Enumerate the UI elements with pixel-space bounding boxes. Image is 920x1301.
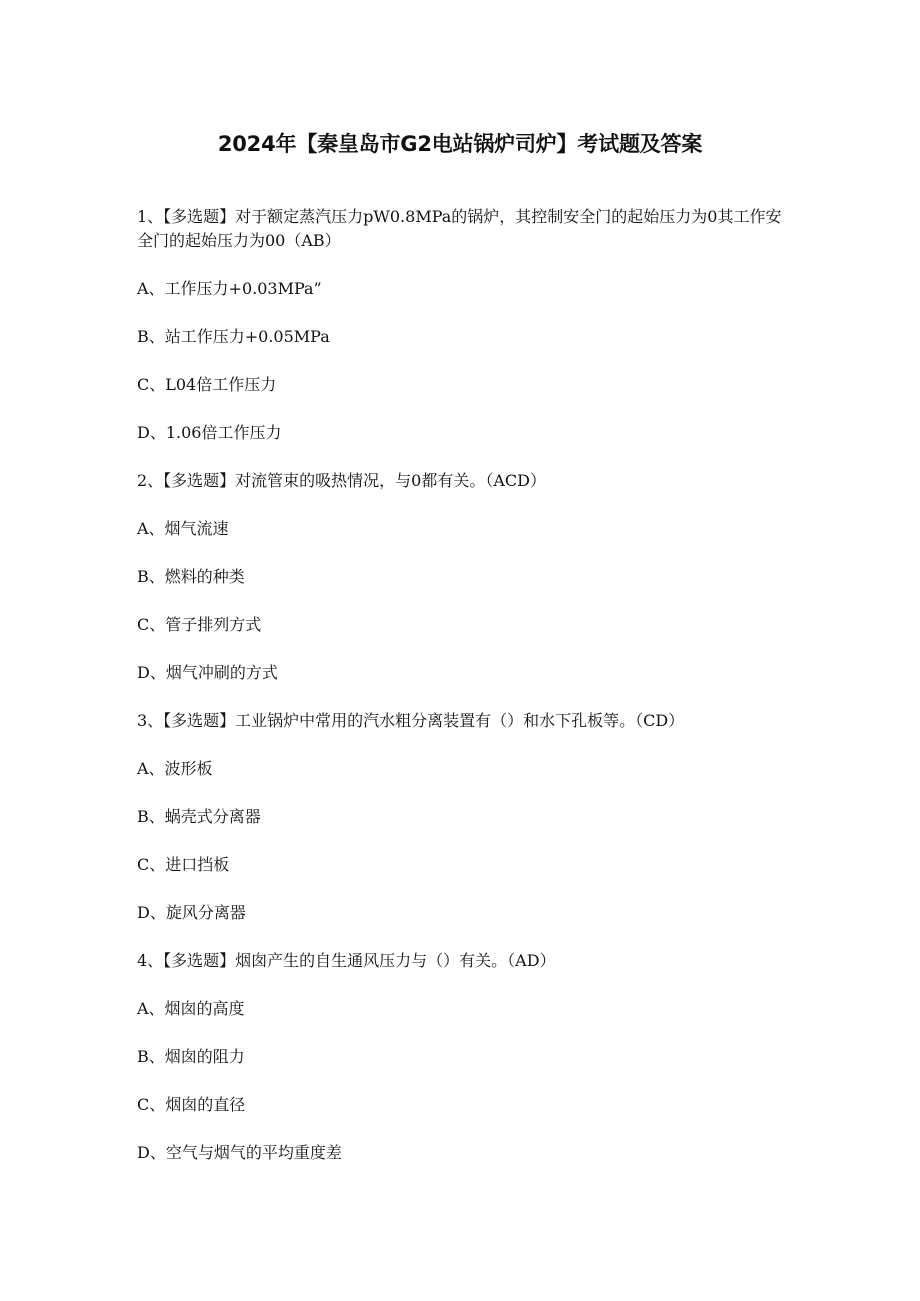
question-text: 4、【多选题】烟囱产生的自生通风压力与（）有关。（AD）: [137, 951, 556, 970]
option-b: B、蜗壳式分离器: [137, 807, 261, 826]
option-b: B、烟囱的阻力: [137, 1047, 245, 1066]
option-c: C、烟囱的直径: [137, 1095, 246, 1114]
question-1: [137, 205, 792, 445]
option-c: C、进口挡板: [137, 855, 230, 874]
question-3: [137, 709, 792, 925]
option-a: A、波形板: [137, 759, 213, 778]
option-d: D、空气与烟气的平均重度差: [137, 1143, 342, 1162]
option-a: A、烟囱的高度: [137, 999, 245, 1018]
document-title: 2024年【秦皇岛市G2电站锅炉司炉】考试题及答案: [217, 132, 703, 156]
option-d: D、烟气冲刷的方式: [137, 663, 278, 682]
option-d: D、1.06倍工作压力: [137, 423, 282, 442]
option-c: C、L04倍工作压力: [137, 375, 277, 394]
option-b: B、燃料的种类: [137, 567, 245, 586]
option-a: A、烟气流速: [137, 519, 229, 538]
option-c: C、管子排列方式: [137, 615, 262, 634]
option-a: A、工作压力+0.03MPa”: [137, 279, 322, 298]
question-text: 2、【多选题】对流管束的吸热情况，与0都有关。（ACD）: [137, 471, 546, 490]
question-text: 3、【多选题】工业锅炉中常用的汽水粗分离装置有（）和水下孔板等。（CD）: [137, 711, 685, 730]
option-b: B、站工作压力+0.05MPa: [137, 327, 330, 346]
question-4: [137, 949, 792, 1165]
option-d: D、旋风分离器: [137, 903, 246, 922]
question-list: [137, 205, 792, 1165]
question-2: [137, 469, 792, 685]
question-text: 1、【多选题】对于额定蒸汽压力pW0.8MPa的锅炉，其控制安全门的起始压力为0其工作安全门的起始压力为00（AB）: [137, 207, 782, 250]
